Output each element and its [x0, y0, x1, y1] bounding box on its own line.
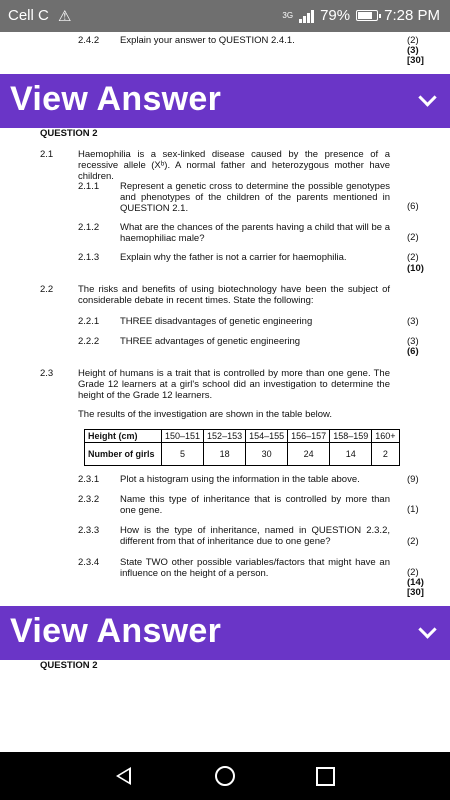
marks-section-total: [30]	[407, 55, 424, 66]
marks: (2)	[407, 567, 419, 578]
table-cell: 156–157	[288, 430, 330, 443]
results-intro: The results of the investigation are shown in the table below.	[78, 409, 333, 420]
view-answer-banner[interactable]	[0, 74, 450, 128]
section-heading: QUESTION 2	[40, 660, 98, 671]
subquestion-text: Explain why the father is not a carrier for haemophilia.	[120, 252, 347, 263]
table-row	[85, 443, 400, 466]
home-icon[interactable]	[215, 766, 235, 786]
signal-icon	[299, 9, 314, 23]
table-cell: 5	[162, 443, 204, 466]
subquestion-text: How is the type of inheritance, named in QUESTION 2.3.2, different from that of inheritance due to one gene?	[120, 525, 390, 547]
question-number: 2.1	[40, 149, 54, 160]
table-cell: 14	[330, 443, 372, 466]
marks: (2)	[407, 252, 419, 263]
subquestion-text: THREE advantages of genetic engineering	[120, 336, 301, 347]
marks: (9)	[407, 474, 419, 485]
table-cell: 2	[372, 443, 399, 466]
question-text: Explain your answer to QUESTION 2.4.1.	[120, 35, 295, 46]
subquestion-text: What are the chances of the parents having a child that will be a haemophiliac male?	[120, 222, 390, 244]
subquestion-number: 2.3.2	[78, 494, 100, 505]
chevron-down-icon[interactable]	[418, 88, 436, 106]
view-answer-banner[interactable]	[0, 606, 450, 660]
marks-total: (10)	[407, 263, 424, 274]
subquestion-number: 2.3.3	[78, 525, 100, 536]
subquestion-text: Plot a histogram using the information in the table above.	[120, 474, 360, 485]
subquestion-number: 2.3.1	[78, 474, 100, 485]
subquestion-number: 2.1.2	[78, 222, 100, 233]
marks: (1)	[407, 504, 419, 515]
subquestion-text: THREE disadvantages of genetic engineering	[120, 316, 313, 327]
table-header: Number of girls	[85, 443, 162, 466]
chevron-down-icon[interactable]	[418, 620, 436, 638]
marks: (2)	[407, 536, 419, 547]
status-bar	[0, 0, 450, 32]
question-text: Haemophilia is a sex-linked disease caused by the presence of a recessive allele (Xᵇ). A normal father and heterozygous mother have children.	[78, 149, 390, 182]
subquestion-text: State TWO other possible variables/factors that might have an influence on the height of a person.	[120, 557, 390, 579]
table-cell: 158–159	[330, 430, 372, 443]
marks: (3)	[407, 316, 419, 327]
marks: (3)	[407, 336, 419, 347]
subquestion-number: 2.2.1	[78, 316, 100, 327]
question-number: 2.2	[40, 284, 54, 295]
subquestion-text: Represent a genetic cross to determine the possible genotypes and phenotypes of the children of the parents mentioned in QUESTION 2.1.	[120, 181, 390, 214]
battery-percent: 79%	[320, 7, 351, 24]
marks-section-total: [30]	[407, 587, 424, 598]
table-cell: 30	[246, 443, 288, 466]
battery-icon	[356, 10, 378, 21]
network-type: 3G	[282, 11, 294, 20]
marks-total: (3)	[407, 45, 419, 56]
document-viewer[interactable]	[0, 32, 450, 680]
question-number: 2.3	[40, 368, 54, 379]
system-nav-bar	[0, 752, 450, 800]
table-cell: 24	[288, 443, 330, 466]
view-answer-label: View Answer	[10, 80, 222, 118]
clock: 7:28 PM	[384, 7, 440, 24]
subquestion-text: Name this type of inheritance that is controlled by more than one gene.	[120, 494, 390, 516]
back-icon[interactable]	[116, 767, 131, 785]
subquestion-number: 2.1.1	[78, 181, 100, 192]
marks-total: (14)	[407, 577, 424, 588]
carrier-alert-icon: ⚠	[58, 8, 72, 25]
subquestion-number: 2.2.2	[78, 336, 100, 347]
marks: (2)	[407, 232, 419, 243]
table-cell: 150–151	[162, 430, 204, 443]
table-cell: 152–153	[204, 430, 246, 443]
table-header: Height (cm)	[85, 430, 162, 443]
subquestion-number: 2.3.4	[78, 557, 100, 568]
table-cell: 154–155	[246, 430, 288, 443]
view-answer-label: View Answer	[10, 612, 222, 650]
carrier-label: Cell C	[8, 7, 49, 24]
question-text: The risks and benefits of using biotechnology have been the subject of considerable debate in recent times. State the following:	[78, 284, 390, 306]
marks-total: (6)	[407, 346, 419, 357]
question-text: Height of humans is a trait that is controlled by more than one gene. The Grade 12 learners at a girl's school did an investigation to determine the height of the Grade 12 learners.	[78, 368, 390, 401]
subquestion-number: 2.1.3	[78, 252, 100, 263]
height-table	[84, 429, 400, 466]
section-heading: QUESTION 2	[40, 128, 98, 139]
marks: (6)	[407, 201, 419, 212]
marks: (2)	[407, 35, 419, 46]
table-row	[85, 430, 400, 443]
recent-apps-icon[interactable]	[316, 767, 335, 786]
table-cell: 18	[204, 443, 246, 466]
table-cell: 160+	[372, 430, 399, 443]
question-number: 2.4.2	[78, 35, 100, 46]
